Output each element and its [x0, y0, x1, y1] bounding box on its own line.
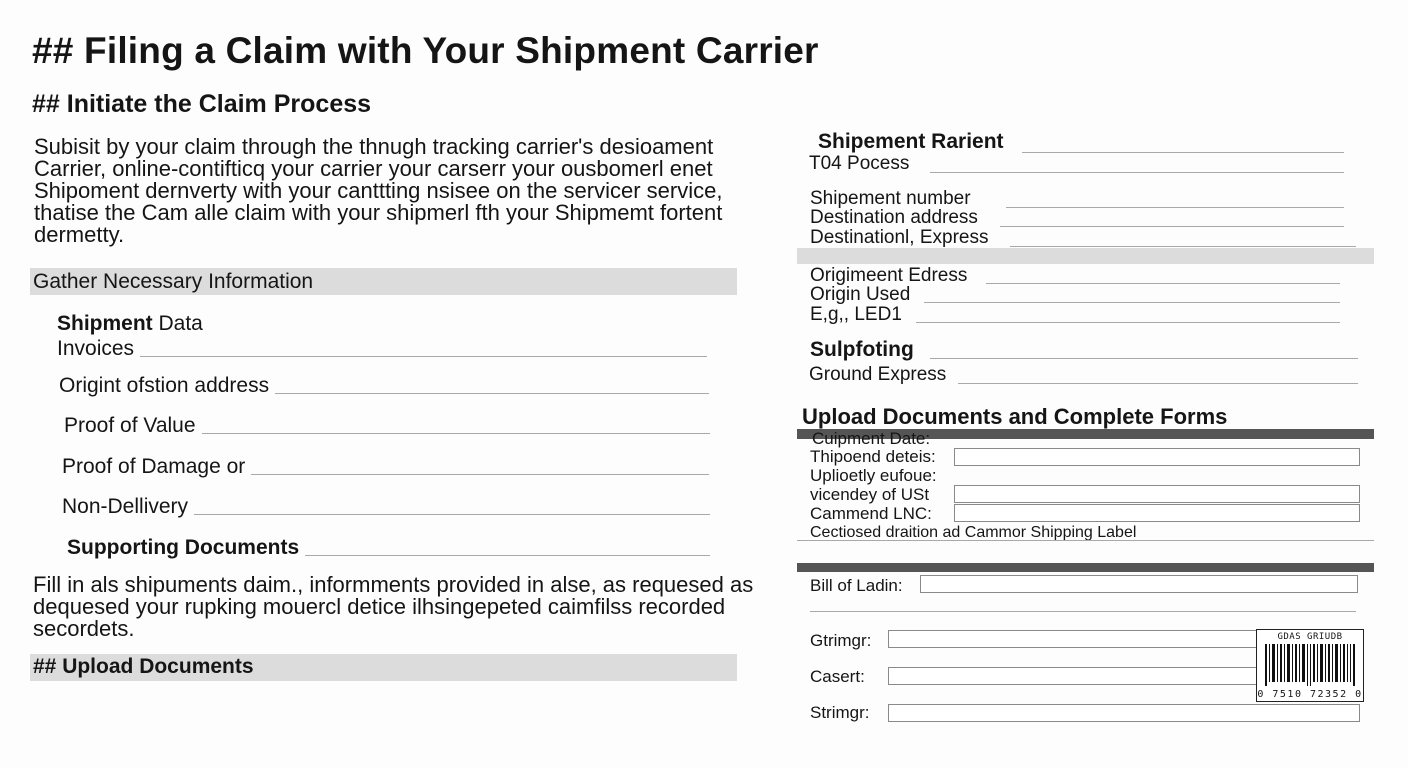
right-heading: Shipement Rarient	[818, 130, 1004, 153]
field-label: Origint ofstion address	[59, 375, 275, 396]
paragraph-line: dermetty.	[34, 222, 125, 247]
rule-line	[1000, 226, 1344, 227]
form-label: Cammend LNC:	[810, 504, 932, 523]
shipment-data-rest: Data	[152, 312, 203, 335]
form-label: Gtrimgr:	[810, 631, 872, 650]
rule-line	[916, 322, 1340, 323]
bill-of-lading-label: Bill of Ladin:	[810, 576, 903, 595]
right-field-label: Origimeent Edress	[810, 265, 968, 286]
field-label: Invoices	[57, 338, 140, 359]
form-label: vicendey of USt	[810, 485, 930, 504]
rule-line	[930, 358, 1358, 359]
upload-forms-heading: Upload Documents and Complete Forms	[802, 404, 1228, 429]
right-field-label: Origin Used	[810, 284, 911, 305]
gray-band	[797, 248, 1374, 264]
form-label-partial	[812, 429, 931, 448]
rule-line	[1010, 246, 1356, 247]
field-non-delivery	[62, 493, 710, 517]
right-field-label: Destination address	[810, 207, 978, 228]
dark-divider	[797, 563, 1374, 572]
shipment-data-bold: Shipment	[57, 312, 153, 335]
field-label: Non-Dellivery	[62, 496, 194, 517]
process-label: T04 Pocess	[809, 153, 910, 174]
form-input[interactable]	[954, 485, 1360, 503]
field-line	[57, 356, 707, 357]
fill-paragraph	[33, 574, 753, 640]
field-label: Proof of Damage or	[62, 456, 251, 477]
shipment-data-label	[57, 312, 203, 336]
upload-heading: ## Upload Documents	[33, 655, 254, 678]
gather-heading: Gather Necessary Information	[33, 270, 314, 293]
field-proof-of-damage	[62, 453, 709, 477]
form-label: Thipoend deteis:	[810, 447, 936, 466]
form-label: Strimgr:	[810, 703, 870, 722]
rule-line	[924, 302, 1340, 303]
rule-line	[958, 383, 1358, 384]
paragraph-line: secordets.	[33, 616, 135, 641]
form-input[interactable]	[888, 630, 1258, 648]
right-field-label: Ground Express	[809, 364, 947, 385]
barcode-number: 0 7510 72352 0	[1257, 689, 1363, 700]
form-label: Casert:	[810, 667, 865, 686]
field-supporting-documents	[67, 534, 710, 558]
rule-line	[930, 172, 1344, 173]
paragraph-line: Carrier, online-contifticq your carrier your carserr your ousbomerl enet	[34, 156, 713, 181]
rule-line	[1006, 207, 1344, 208]
paragraph-line: dequesed your rupking mouercl detice ilhsingepeted caimfilss recorded	[33, 594, 726, 619]
field-invoices	[57, 335, 707, 359]
right-field-label: Destinationl, Express	[810, 227, 989, 248]
initiate-paragraph	[34, 136, 722, 246]
field-label: Supporting Documents	[67, 537, 305, 558]
form-input[interactable]	[954, 448, 1360, 466]
paragraph-line: Fill in als shipuments daim., informments provided in alse, as requesed as	[33, 572, 754, 597]
barcode-top-text: GDAS GRIUDB	[1277, 632, 1343, 642]
paragraph-line: Subisit by your claim through the thnugh tracking carrier's desioament	[34, 134, 714, 159]
rule-line	[797, 540, 1374, 541]
field-origin-address	[59, 372, 709, 396]
page-title: ## Filing a Claim with Your Shipment Carrier	[32, 30, 819, 71]
field-label: Proof of Value	[64, 415, 202, 436]
rule-line	[1022, 152, 1344, 153]
barcode-icon	[1265, 644, 1355, 686]
paragraph-line: Shipoment dernverty with your canttting nsisee on the servicer service,	[34, 178, 723, 203]
rule-line	[986, 283, 1340, 284]
gather-heading-band	[30, 268, 737, 295]
section-heading-initiate: ## Initiate the Claim Process	[32, 90, 372, 118]
rule-line	[810, 611, 1356, 612]
form-input[interactable]	[888, 667, 1258, 685]
field-proof-of-value	[64, 412, 710, 436]
upload-heading-band	[30, 654, 737, 681]
right-field-label: Shipement number	[810, 188, 971, 209]
shipping-label-line: Cectiosed draition ad Cammor Shipping Label	[810, 524, 1137, 541]
paragraph-line: thatise the Cam alle claim with your shipmerl fth your Shipmemt fortent	[34, 200, 723, 225]
right-field-label: E,g,, LED1	[810, 304, 902, 325]
form-input[interactable]	[954, 504, 1360, 522]
form-input[interactable]	[888, 704, 1360, 722]
bill-of-lading-input[interactable]	[920, 575, 1358, 593]
form-label-partial-text: Cuipment Date:	[812, 429, 931, 448]
form-label: Uplioetly eufoue:	[810, 466, 937, 485]
barcode-label	[1256, 629, 1364, 702]
sub-heading: Sulpfoting	[810, 338, 914, 361]
